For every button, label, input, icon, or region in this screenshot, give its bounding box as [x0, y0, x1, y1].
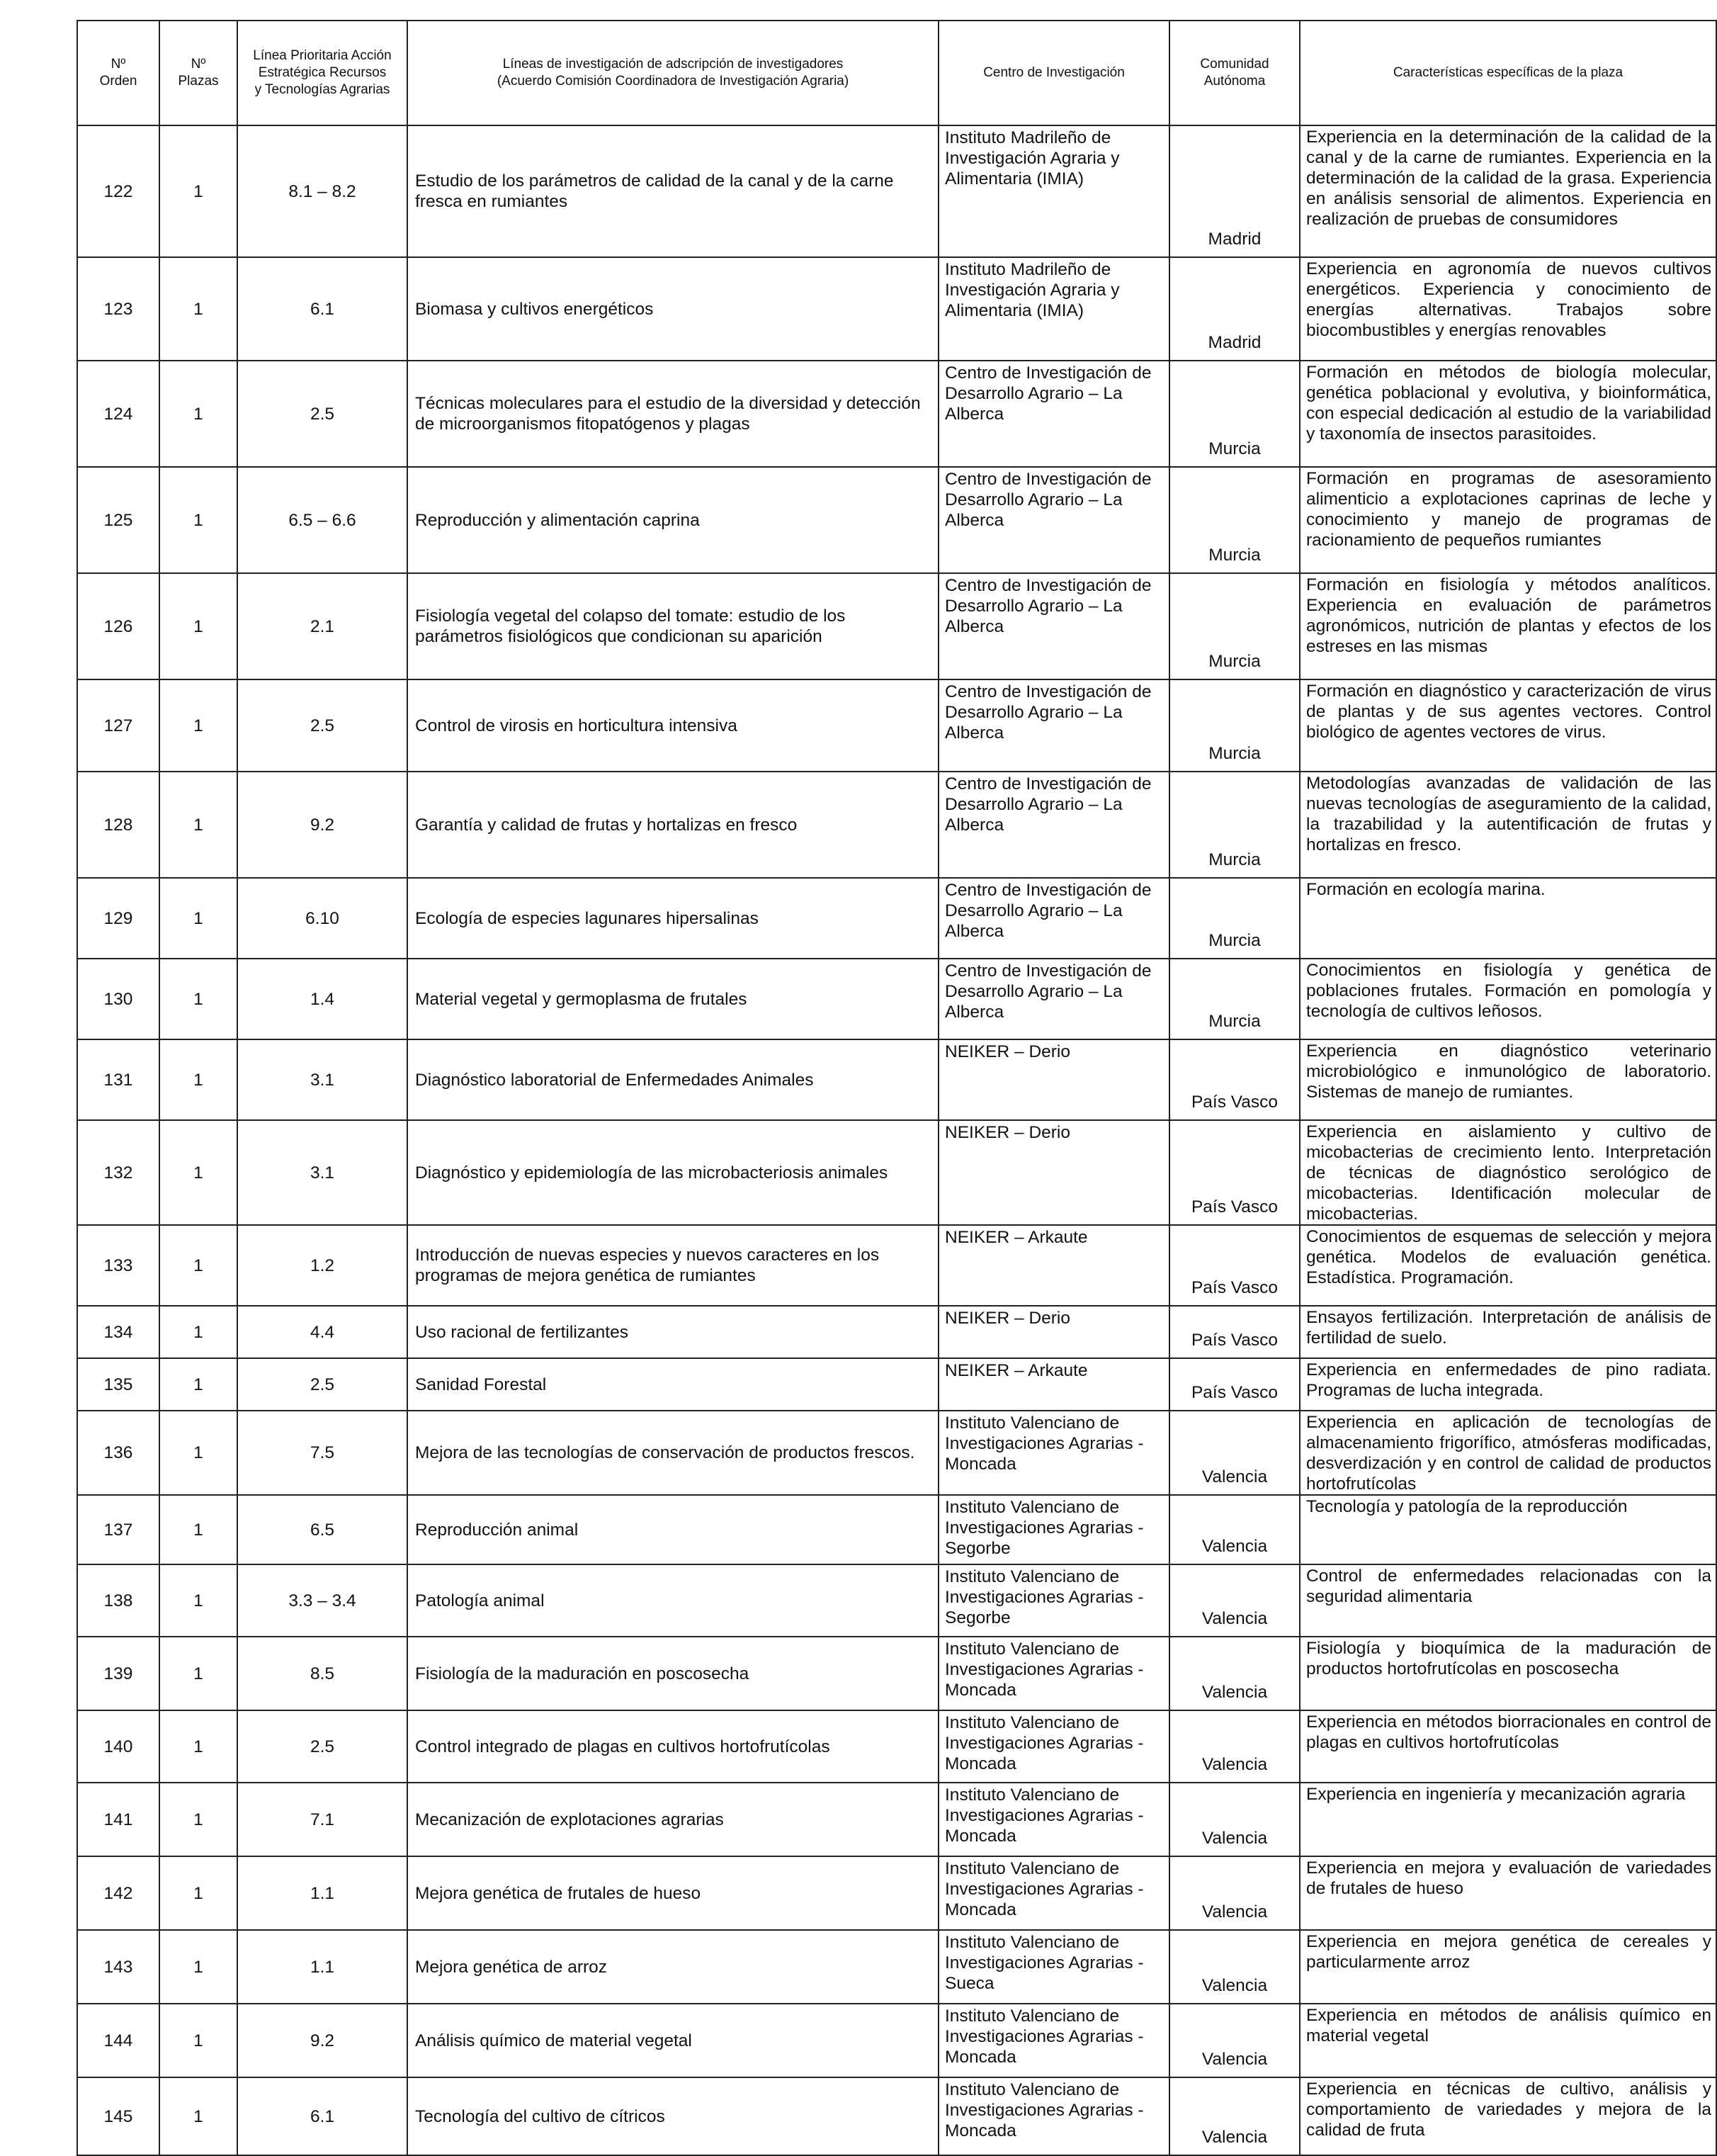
- cell-caracteristicas: Experiencia en agronomía de nuevos cultivos energéticos. Experiencia y conocimiento de energías alternativas. Trabajos sobre biocombustibles y energías renovables: [1300, 257, 1716, 361]
- table-row: [77, 467, 1716, 573]
- cell-plazas: 1: [159, 1930, 237, 2004]
- cell-linea-prioritaria: 7.5: [237, 1411, 407, 1495]
- cell-centro: NEIKER – Derio: [939, 1306, 1169, 1358]
- plazas-table: [76, 20, 1717, 2156]
- cell-linea-investigacion: Mecanización de explotaciones agrarias: [407, 1783, 939, 1856]
- cell-plazas: 1: [159, 1710, 237, 1783]
- table-row: [77, 679, 1716, 772]
- cell-linea-prioritaria: 8.5: [237, 1637, 407, 1710]
- cell-caracteristicas: Experiencia en mejora genética de cereales y particularmente arroz: [1300, 1930, 1716, 2004]
- cell-linea-prioritaria: 1.1: [237, 1856, 407, 1930]
- cell-centro: Instituto Valenciano de Investigaciones Agrarias - Segorbe: [939, 1495, 1169, 1564]
- cell-caracteristicas: Formación en ecología marina.: [1300, 878, 1716, 959]
- cell-linea-prioritaria: 1.4: [237, 959, 407, 1039]
- cell-linea-prioritaria: 7.1: [237, 1783, 407, 1856]
- cell-caracteristicas: Metodologías avanzadas de validación de las nuevas tecnologías de aseguramiento de la calidad, la trazabilidad y la autentificación de frutas y hortalizas en fresco.: [1300, 772, 1716, 878]
- cell-linea-investigacion: Mejora genética de frutales de hueso: [407, 1856, 939, 1930]
- cell-plazas: 1: [159, 1637, 237, 1710]
- cell-plazas: 1: [159, 2077, 237, 2155]
- table-row: [77, 573, 1716, 679]
- cell-caracteristicas: Fisiología y bioquímica de la maduración de productos hortofrutícolas en poscosecha: [1300, 1637, 1716, 1710]
- cell-caracteristicas: Conocimientos en fisiología y genética de poblaciones frutales. Formación en pomología y tecnología de cultivos leñosos.: [1300, 959, 1716, 1039]
- cell-centro: Instituto Valenciano de Investigaciones Agrarias - Moncada: [939, 1856, 1169, 1930]
- cell-orden: 142: [77, 1856, 159, 1930]
- table-row: [77, 1495, 1716, 1564]
- cell-linea-investigacion: Sanidad Forestal: [407, 1358, 939, 1411]
- cell-orden: 126: [77, 573, 159, 679]
- cell-comunidad: Murcia: [1169, 467, 1300, 573]
- cell-orden: 123: [77, 257, 159, 361]
- cell-comunidad: Valencia: [1169, 2004, 1300, 2077]
- cell-plazas: 1: [159, 878, 237, 959]
- cell-orden: 122: [77, 125, 159, 257]
- table-row: [77, 2077, 1716, 2155]
- cell-centro: Centro de Investigación de Desarrollo Agrario – La Alberca: [939, 878, 1169, 959]
- cell-caracteristicas: Formación en programas de asesoramiento alimenticio a explotaciones caprinas de leche y conocimiento y manejo de programas de racionamiento de pequeños rumiantes: [1300, 467, 1716, 573]
- cell-centro: Instituto Valenciano de Investigaciones Agrarias - Moncada: [939, 1710, 1169, 1783]
- header-linea-prioritaria: Línea Prioritaria Acción Estratégica Recursos y Tecnologías Agrarias: [237, 21, 407, 125]
- cell-linea-prioritaria: 1.1: [237, 1930, 407, 2004]
- cell-caracteristicas: Experiencia en métodos biorracionales en control de plagas en cultivos hortofrutícolas: [1300, 1710, 1716, 1783]
- table-row: [77, 2004, 1716, 2077]
- cell-orden: 138: [77, 1564, 159, 1637]
- cell-linea-investigacion: Patología animal: [407, 1564, 939, 1637]
- cell-linea-prioritaria: 6.1: [237, 2077, 407, 2155]
- cell-linea-investigacion: Diagnóstico y epidemiología de las microbacteriosis animales: [407, 1120, 939, 1225]
- header-lineas-investigacion: Líneas de investigación de adscripción de investigadores (Acuerdo Comisión Coordinadora de Investigación Agraria): [407, 21, 939, 125]
- cell-caracteristicas: Ensayos fertilización. Interpretación de análisis de fertilidad de suelo.: [1300, 1306, 1716, 1358]
- table-row: [77, 1783, 1716, 1856]
- cell-comunidad: Valencia: [1169, 2077, 1300, 2155]
- cell-linea-investigacion: Mejora de las tecnologías de conservación de productos frescos.: [407, 1411, 939, 1495]
- cell-orden: 134: [77, 1306, 159, 1358]
- cell-linea-investigacion: Mejora genética de arroz: [407, 1930, 939, 2004]
- cell-linea-investigacion: Diagnóstico laboratorial de Enfermedades Animales: [407, 1039, 939, 1120]
- cell-linea-prioritaria: 6.10: [237, 878, 407, 959]
- cell-linea-investigacion: Fisiología vegetal del colapso del tomate: estudio de los parámetros fisiológicos que condicionan su aparición: [407, 573, 939, 679]
- cell-orden: 135: [77, 1358, 159, 1411]
- cell-linea-investigacion: Reproducción animal: [407, 1495, 939, 1564]
- cell-comunidad: Murcia: [1169, 679, 1300, 772]
- table-row: [77, 772, 1716, 878]
- cell-orden: 124: [77, 361, 159, 467]
- cell-comunidad: Murcia: [1169, 772, 1300, 878]
- cell-linea-investigacion: Control integrado de plagas en cultivos hortofrutícolas: [407, 1710, 939, 1783]
- cell-linea-prioritaria: 4.4: [237, 1306, 407, 1358]
- header-centro: Centro de Investigación: [939, 21, 1169, 125]
- cell-caracteristicas: Experiencia en ingeniería y mecanización agraria: [1300, 1783, 1716, 1856]
- cell-caracteristicas: Formación en fisiología y métodos analíticos. Experiencia en evaluación de parámetros agronómicos, nutrición de plantas y efectos de los estreses en las mismas: [1300, 573, 1716, 679]
- cell-plazas: 1: [159, 1495, 237, 1564]
- header-caracteristicas: Características específicas de la plaza: [1300, 21, 1716, 125]
- cell-centro: Instituto Madrileño de Investigación Agraria y Alimentaria (IMIA): [939, 125, 1169, 257]
- cell-plazas: 1: [159, 1120, 237, 1225]
- cell-orden: 125: [77, 467, 159, 573]
- table-row: [77, 1306, 1716, 1358]
- cell-linea-prioritaria: 6.5 – 6.6: [237, 467, 407, 573]
- cell-orden: 129: [77, 878, 159, 959]
- cell-plazas: 1: [159, 573, 237, 679]
- cell-centro: NEIKER – Arkaute: [939, 1225, 1169, 1306]
- cell-plazas: 1: [159, 1039, 237, 1120]
- cell-linea-investigacion: Control de virosis en horticultura intensiva: [407, 679, 939, 772]
- cell-caracteristicas: Experiencia en aplicación de tecnologías de almacenamiento frigorífico, atmósferas modificadas, desverdización y en control de calidad de productos hortofrutícolas: [1300, 1411, 1716, 1495]
- cell-caracteristicas: Tecnología y patología de la reproducción: [1300, 1495, 1716, 1564]
- cell-linea-prioritaria: 1.2: [237, 1225, 407, 1306]
- cell-linea-prioritaria: 8.1 – 8.2: [237, 125, 407, 257]
- cell-caracteristicas: Experiencia en aislamiento y cultivo de micobacterias de crecimiento lento. Interpretación de técnicas de diagnóstico serológico de micobacterias. Identificación molecular de micobacterias.: [1300, 1120, 1716, 1225]
- cell-orden: 145: [77, 2077, 159, 2155]
- cell-plazas: 1: [159, 467, 237, 573]
- cell-comunidad: Madrid: [1169, 257, 1300, 361]
- cell-plazas: 1: [159, 1411, 237, 1495]
- cell-comunidad: País Vasco: [1169, 1120, 1300, 1225]
- cell-linea-investigacion: Análisis químico de material vegetal: [407, 2004, 939, 2077]
- cell-plazas: 1: [159, 1225, 237, 1306]
- cell-linea-prioritaria: 2.5: [237, 679, 407, 772]
- cell-centro: NEIKER – Derio: [939, 1039, 1169, 1120]
- cell-centro: Centro de Investigación de Desarrollo Agrario – La Alberca: [939, 467, 1169, 573]
- cell-linea-prioritaria: 3.1: [237, 1039, 407, 1120]
- document-page: [76, 20, 1711, 2156]
- cell-orden: 141: [77, 1783, 159, 1856]
- cell-comunidad: Valencia: [1169, 1637, 1300, 1710]
- table-row: [77, 257, 1716, 361]
- cell-caracteristicas: Experiencia en mejora y evaluación de variedades de frutales de hueso: [1300, 1856, 1716, 1930]
- table-row: [77, 125, 1716, 257]
- cell-centro: Instituto Valenciano de Investigaciones Agrarias - Sueca: [939, 1930, 1169, 2004]
- cell-comunidad: Valencia: [1169, 1783, 1300, 1856]
- cell-linea-prioritaria: 9.2: [237, 2004, 407, 2077]
- cell-centro: Centro de Investigación de Desarrollo Agrario – La Alberca: [939, 679, 1169, 772]
- header-comunidad: Comunidad Autónoma: [1169, 21, 1300, 125]
- cell-centro: Centro de Investigación de Desarrollo Agrario – La Alberca: [939, 573, 1169, 679]
- cell-plazas: 1: [159, 1306, 237, 1358]
- cell-orden: 139: [77, 1637, 159, 1710]
- cell-linea-prioritaria: 2.1: [237, 573, 407, 679]
- cell-plazas: 1: [159, 2004, 237, 2077]
- cell-plazas: 1: [159, 257, 237, 361]
- cell-caracteristicas: Experiencia en diagnóstico veterinario microbiológico e inmunológico de laboratorio. Sistemas de manejo de rumiantes.: [1300, 1039, 1716, 1120]
- cell-orden: 136: [77, 1411, 159, 1495]
- table-row: [77, 1637, 1716, 1710]
- header-row: [77, 21, 1716, 125]
- cell-linea-investigacion: Biomasa y cultivos energéticos: [407, 257, 939, 361]
- table-row: [77, 1710, 1716, 1783]
- cell-centro: Instituto Valenciano de Investigaciones Agrarias - Moncada: [939, 2004, 1169, 2077]
- cell-centro: Instituto Valenciano de Investigaciones Agrarias - Moncada: [939, 1783, 1169, 1856]
- table-body: [77, 125, 1716, 2155]
- cell-orden: 140: [77, 1710, 159, 1783]
- cell-orden: 130: [77, 959, 159, 1039]
- cell-linea-investigacion: Reproducción y alimentación caprina: [407, 467, 939, 573]
- cell-plazas: 1: [159, 1856, 237, 1930]
- cell-caracteristicas: Experiencia en la determinación de la calidad de la canal y de la carne de rumiantes. Experiencia en la determinación de la calidad de la grasa. Experiencia en análisis sensorial de alimentos. Experiencia en realización de pruebas de consumidores: [1300, 125, 1716, 257]
- cell-plazas: 1: [159, 1783, 237, 1856]
- header-orden: Nº Orden: [77, 21, 159, 125]
- cell-centro: Instituto Valenciano de Investigaciones Agrarias - Moncada: [939, 1637, 1169, 1710]
- cell-centro: Centro de Investigación de Desarrollo Agrario – La Alberca: [939, 772, 1169, 878]
- table-row: [77, 1856, 1716, 1930]
- cell-linea-investigacion: Introducción de nuevas especies y nuevos caracteres en los programas de mejora genética de rumiantes: [407, 1225, 939, 1306]
- cell-centro: Instituto Madrileño de Investigación Agraria y Alimentaria (IMIA): [939, 257, 1169, 361]
- cell-plazas: 1: [159, 959, 237, 1039]
- cell-linea-investigacion: Ecología de especies lagunares hipersalinas: [407, 878, 939, 959]
- cell-comunidad: Valencia: [1169, 1710, 1300, 1783]
- cell-linea-prioritaria: 2.5: [237, 1358, 407, 1411]
- table-row: [77, 878, 1716, 959]
- header-plazas: Nº Plazas: [159, 21, 237, 125]
- cell-comunidad: Murcia: [1169, 573, 1300, 679]
- table-row: [77, 1411, 1716, 1495]
- cell-orden: 128: [77, 772, 159, 878]
- cell-linea-prioritaria: 9.2: [237, 772, 407, 878]
- cell-linea-prioritaria: 6.1: [237, 257, 407, 361]
- cell-centro: Instituto Valenciano de Investigaciones Agrarias - Moncada: [939, 2077, 1169, 2155]
- table-row: [77, 959, 1716, 1039]
- cell-plazas: 1: [159, 361, 237, 467]
- cell-linea-investigacion: Material vegetal y germoplasma de frutales: [407, 959, 939, 1039]
- cell-linea-investigacion: Uso racional de fertilizantes: [407, 1306, 939, 1358]
- cell-orden: 137: [77, 1495, 159, 1564]
- table-row: [77, 1930, 1716, 2004]
- cell-orden: 127: [77, 679, 159, 772]
- cell-linea-prioritaria: 3.1: [237, 1120, 407, 1225]
- table-row: [77, 1039, 1716, 1120]
- cell-linea-prioritaria: 3.3 – 3.4: [237, 1564, 407, 1637]
- cell-plazas: 1: [159, 1358, 237, 1411]
- cell-comunidad: País Vasco: [1169, 1358, 1300, 1411]
- cell-comunidad: Murcia: [1169, 361, 1300, 467]
- table-row: [77, 1358, 1716, 1411]
- cell-linea-investigacion: Técnicas moleculares para el estudio de la diversidad y detección de microorganismos fitopatógenos y plagas: [407, 361, 939, 467]
- cell-centro: NEIKER – Arkaute: [939, 1358, 1169, 1411]
- cell-caracteristicas: Formación en diagnóstico y caracterización de virus de plantas y de sus agentes vectores. Control biológico de agentes vectores de virus.: [1300, 679, 1716, 772]
- cell-orden: 143: [77, 1930, 159, 2004]
- cell-orden: 144: [77, 2004, 159, 2077]
- cell-linea-prioritaria: 2.5: [237, 361, 407, 467]
- cell-linea-prioritaria: 6.5: [237, 1495, 407, 1564]
- cell-comunidad: Valencia: [1169, 1930, 1300, 2004]
- table-row: [77, 1225, 1716, 1306]
- cell-comunidad: Valencia: [1169, 1411, 1300, 1495]
- cell-comunidad: Valencia: [1169, 1564, 1300, 1637]
- cell-centro: Instituto Valenciano de Investigaciones Agrarias - Segorbe: [939, 1564, 1169, 1637]
- cell-comunidad: País Vasco: [1169, 1039, 1300, 1120]
- cell-centro: Centro de Investigación de Desarrollo Agrario – La Alberca: [939, 959, 1169, 1039]
- cell-linea-investigacion: Garantía y calidad de frutas y hortalizas en fresco: [407, 772, 939, 878]
- cell-caracteristicas: Formación en métodos de biología molecular, genética poblacional y evolutiva, y bioinformática, con especial dedicación al estudio de la variabilidad y taxonomía de insectos parasitoides.: [1300, 361, 1716, 467]
- cell-comunidad: Murcia: [1169, 959, 1300, 1039]
- cell-linea-investigacion: Estudio de los parámetros de calidad de la canal y de la carne fresca en rumiantes: [407, 125, 939, 257]
- cell-orden: 133: [77, 1225, 159, 1306]
- table-row: [77, 1564, 1716, 1637]
- table-row: [77, 361, 1716, 467]
- cell-centro: Centro de Investigación de Desarrollo Agrario – La Alberca: [939, 361, 1169, 467]
- cell-comunidad: País Vasco: [1169, 1225, 1300, 1306]
- cell-plazas: 1: [159, 1564, 237, 1637]
- table-row: [77, 1120, 1716, 1225]
- cell-centro: NEIKER – Derio: [939, 1120, 1169, 1225]
- cell-comunidad: Murcia: [1169, 878, 1300, 959]
- cell-caracteristicas: Control de enfermedades relacionadas con la seguridad alimentaria: [1300, 1564, 1716, 1637]
- cell-comunidad: Valencia: [1169, 1495, 1300, 1564]
- cell-plazas: 1: [159, 125, 237, 257]
- cell-linea-investigacion: Tecnología del cultivo de cítricos: [407, 2077, 939, 2155]
- cell-comunidad: País Vasco: [1169, 1306, 1300, 1358]
- cell-linea-investigacion: Fisiología de la maduración en poscosecha: [407, 1637, 939, 1710]
- cell-caracteristicas: Experiencia en enfermedades de pino radiata. Programas de lucha integrada.: [1300, 1358, 1716, 1411]
- cell-plazas: 1: [159, 772, 237, 878]
- cell-orden: 132: [77, 1120, 159, 1225]
- cell-caracteristicas: Experiencia en técnicas de cultivo, análisis y comportamiento de variedades y mejora de la calidad de fruta: [1300, 2077, 1716, 2155]
- cell-plazas: 1: [159, 679, 237, 772]
- cell-caracteristicas: Conocimientos de esquemas de selección y mejora genética. Modelos de evaluación genética. Estadística. Programación.: [1300, 1225, 1716, 1306]
- cell-comunidad: Valencia: [1169, 1856, 1300, 1930]
- cell-comunidad: Madrid: [1169, 125, 1300, 257]
- cell-centro: Instituto Valenciano de Investigaciones Agrarias - Moncada: [939, 1411, 1169, 1495]
- cell-orden: 131: [77, 1039, 159, 1120]
- cell-linea-prioritaria: 2.5: [237, 1710, 407, 1783]
- cell-caracteristicas: Experiencia en métodos de análisis químico en material vegetal: [1300, 2004, 1716, 2077]
